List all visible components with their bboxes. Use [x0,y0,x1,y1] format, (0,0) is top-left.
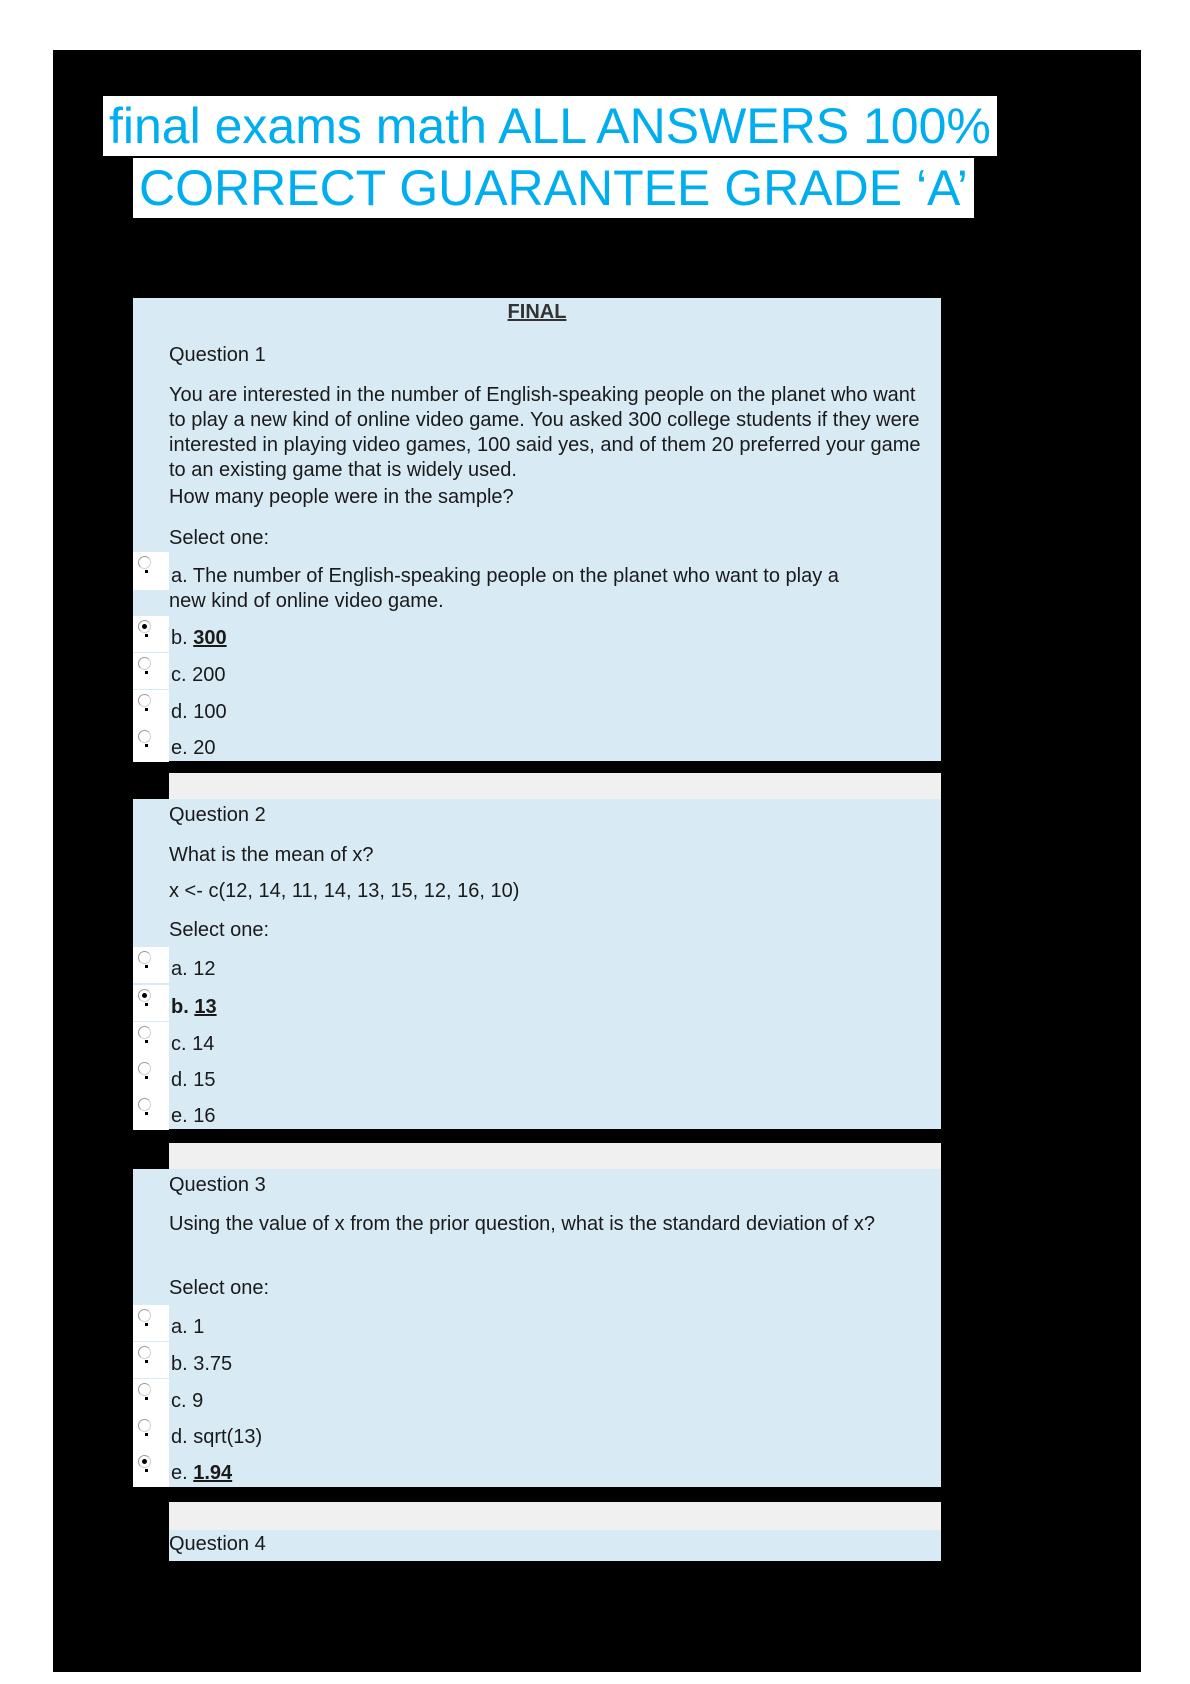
question-3-option-d[interactable]: d. sqrt(13) [133,1415,941,1451]
question-2-option-e[interactable]: e. 16 [133,1094,941,1130]
question-3-option-a[interactable]: a. 1 [133,1305,941,1341]
question-2-option-b[interactable]: b. 13 [133,985,941,1021]
radio-unchecked-icon[interactable] [138,1062,151,1075]
question-1-prompt: How many people were in the sample? [169,486,514,508]
radio-checked-icon[interactable] [138,620,151,633]
radio-unchecked-icon[interactable] [138,694,151,707]
question-3-label: Question 3 [169,1174,266,1196]
question-1-option-a[interactable]: a. The number of English-speaking people on the planet who want to play a new kind of online video game. [133,552,941,610]
correct-answer-text: 13 [194,996,217,1018]
question-1-option-d[interactable]: d. 100 [133,690,941,726]
question-separator [169,773,941,799]
radio-unchecked-icon[interactable] [138,1346,151,1359]
question-3-option-b[interactable]: b. 3.75 [133,1342,941,1378]
question-2-text: What is the mean of x? [169,844,374,866]
document-title-line-2: CORRECT GUARANTEE GRADE ‘A’ [133,158,974,218]
question-3-select-label: Select one: [169,1277,270,1299]
question-2-panel [133,799,941,1129]
radio-unchecked-icon[interactable] [138,556,151,569]
correct-answer-text: 1.94 [193,1462,233,1484]
radio-unchecked-icon[interactable] [138,657,151,670]
question-separator [169,1143,941,1169]
question-1-text: You are interested in the number of English-speaking people on the planet who want to play a new kind of online video game. You asked 300 college students if they were interested in playing video games, 100 said yes, and of them 20 preferred your game to an existing game that is widely used. [169,384,921,481]
question-2-option-a[interactable]: a. 12 [133,947,941,983]
question-2-option-d[interactable]: d. 15 [133,1058,941,1094]
question-4-label: Question 4 [169,1533,266,1555]
question-separator [169,1502,941,1530]
option-text-continued: new kind of online video game. [169,590,444,612]
radio-unchecked-icon[interactable] [138,1026,151,1039]
correct-answer-text: 300 [193,627,227,649]
radio-unchecked-icon[interactable] [138,1383,151,1396]
radio-unchecked-icon[interactable] [138,1098,151,1111]
question-3-option-e[interactable]: e. 1.94 [133,1451,941,1487]
question-2-select-label: Select one: [169,919,270,941]
final-heading: FINAL [507,301,567,323]
question-1-label: Question 1 [169,344,266,366]
radio-checked-icon[interactable] [138,1455,151,1468]
radio-unchecked-icon[interactable] [138,1309,151,1322]
question-1-option-b[interactable]: b. 300 [133,616,941,652]
question-3-panel [133,1169,941,1487]
document-title-line-1: final exams math ALL ANSWERS 100% [103,96,997,156]
question-1-option-e[interactable]: e. 20 [133,726,941,762]
question-4-panel [169,1530,941,1561]
radio-checked-icon[interactable] [138,989,151,1002]
option-text: The number of English-speaking people on the planet who want to play a [192,565,839,587]
question-1-option-c[interactable]: c. 200 [133,653,941,689]
question-2-option-c[interactable]: c. 14 [133,1022,941,1058]
question-3-text: Using the value of x from the prior question, what is the standard deviation of x? [169,1213,875,1235]
question-3-option-c[interactable]: c. 9 [133,1379,941,1415]
radio-unchecked-icon[interactable] [138,730,151,743]
question-2-label: Question 2 [169,804,266,826]
radio-unchecked-icon[interactable] [138,1419,151,1432]
question-2-prompt: x <- c(12, 14, 11, 14, 13, 15, 12, 16, 10) [169,880,520,902]
question-1-panel [133,298,941,761]
question-1-select-label: Select one: [169,527,270,549]
radio-unchecked-icon[interactable] [138,951,151,964]
